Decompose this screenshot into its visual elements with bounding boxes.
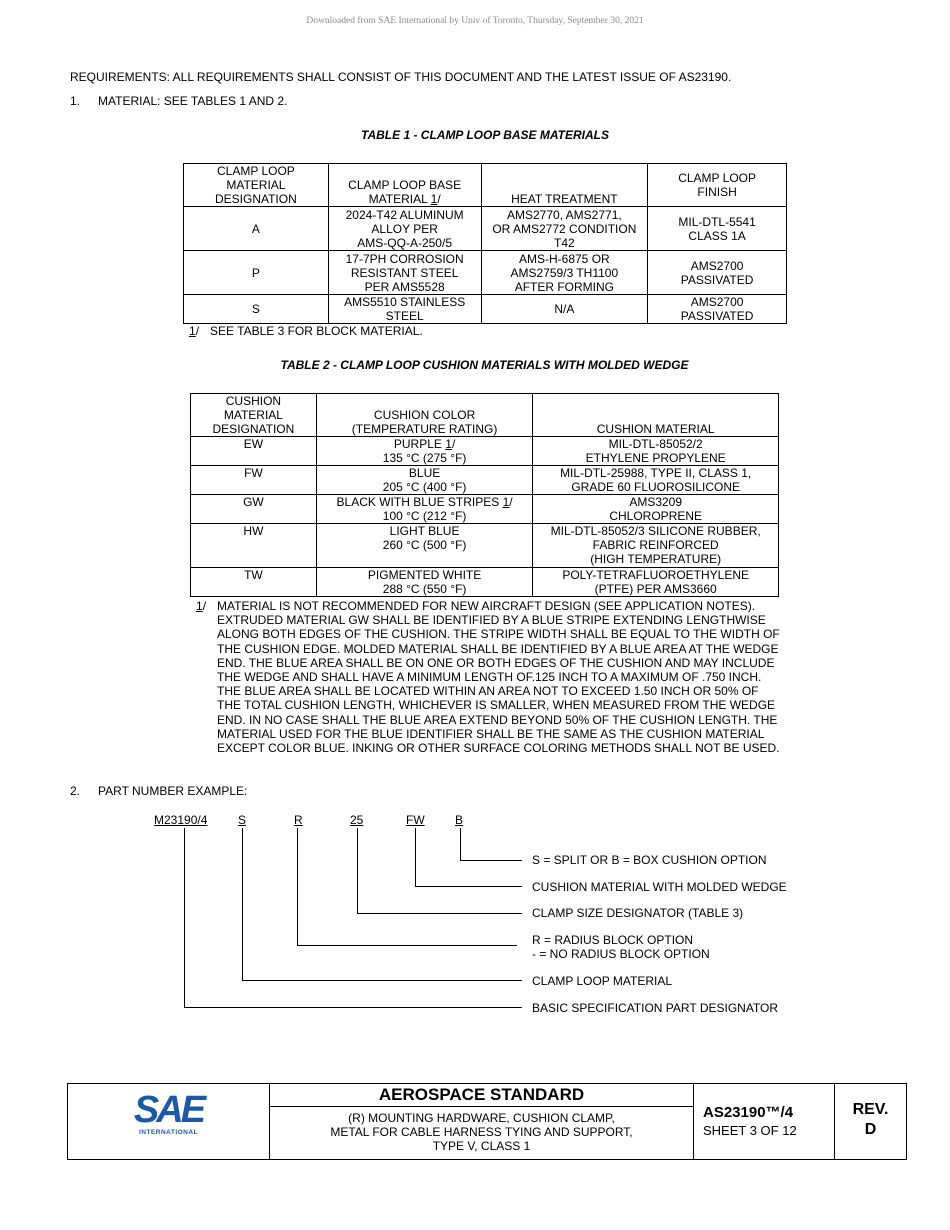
leader-radius-h: [297, 945, 517, 946]
table2-cell: MIL-DTL-85052/2 ETHYLENE PROPYLENE: [533, 437, 779, 466]
pn-material: S: [238, 813, 247, 827]
desc-option: S = SPLIT OR B = BOX CUSHION OPTION: [532, 853, 767, 867]
table1-row: [184, 295, 787, 324]
table2-header: CUSHION MATERIAL DESIGNATION: [191, 394, 317, 437]
table2-cell: BLUE 205 °C (400 °F): [316, 466, 533, 495]
desc-size: CLAMP SIZE DESIGNATOR (TABLE 3): [532, 906, 744, 920]
table1-cell: AMS2770, AMS2771, OR AMS2772 CONDITION T42: [481, 207, 648, 251]
table2-cell: AMS3209 CHLOROPRENE: [533, 495, 779, 524]
table1-caption: TABLE 1 - CLAMP LOOP BASE MATERIALS: [361, 128, 609, 142]
table2-cell: HW: [191, 524, 317, 568]
pn-cushion: FW: [406, 813, 425, 827]
table1-row: [184, 251, 787, 295]
table1-cell: 2024-T42 ALUMINUM ALLOY PER AMS-QQ-A-250/5: [328, 207, 481, 251]
table1-header-row: [184, 164, 787, 207]
table1-cell: A: [184, 207, 329, 251]
table1-cell: P: [184, 251, 329, 295]
leader-basic-h: [184, 1007, 522, 1008]
table1-cell: AMS-H-6875 OR AMS2759/3 TH1100 AFTER FORMING: [481, 251, 648, 295]
document-title: (R) MOUNTING HARDWARE, CUSHION CLAMP, METAL FOR CABLE HARNESS TYING AND SUPPORT, TYPE V, CLASS 1: [330, 1111, 633, 1153]
table1: [183, 163, 787, 324]
table2-footnote-mark: 1/: [196, 599, 207, 613]
sheet-number: SHEET 3 OF 12: [703, 1123, 797, 1138]
table2-cell: GW: [191, 495, 317, 524]
item2-text: PART NUMBER EXAMPLE:: [98, 784, 248, 798]
title-cell: [270, 1084, 694, 1159]
item1-number: 1.: [70, 94, 81, 108]
table2-cell: PURPLE 1/ 135 °C (275 °F): [316, 437, 533, 466]
leader-basic-v: [184, 828, 185, 1007]
leader-size-v: [357, 828, 358, 913]
table1-cell: MIL-DTL-5541 CLASS 1A: [648, 207, 787, 251]
pn-radius: R: [294, 813, 303, 827]
logo-cell: [68, 1084, 270, 1159]
table2-header: CUSHION MATERIAL: [533, 394, 779, 437]
leader-material-v: [242, 828, 243, 980]
table1-header: CLAMP LOOP BASE MATERIAL 1/: [328, 164, 481, 207]
table2-row: [191, 568, 779, 597]
table1-cell: N/A: [481, 295, 648, 324]
leader-option-v: [460, 828, 461, 860]
table2: [190, 393, 779, 597]
desc-cushion: CUSHION MATERIAL WITH MOLDED WEDGE: [532, 880, 787, 894]
table2-row: [191, 524, 779, 568]
download-watermark: Downloaded from SAE International by Univ of Toronto, Thursday, September 30, 2021: [306, 16, 644, 26]
table1-cell: AMS2700 PASSIVATED: [648, 295, 787, 324]
table2-cell: FW: [191, 466, 317, 495]
table1-footnote-mark: 1/: [189, 324, 200, 338]
table2-row: [191, 466, 779, 495]
table2-caption: TABLE 2 - CLAMP LOOP CUSHION MATERIALS WITH MOLDED WEDGE: [280, 358, 689, 372]
item2-number: 2.: [70, 784, 81, 798]
leader-material-h: [242, 980, 522, 981]
standard-title: AEROSPACE STANDARD: [270, 1084, 693, 1107]
table1-header: CLAMP LOOP MATERIAL DESIGNATION: [184, 164, 329, 207]
desc-radius: R = RADIUS BLOCK OPTION - = NO RADIUS BLOCK OPTION: [532, 933, 710, 961]
table2-cell: MIL-DTL-25988, TYPE II, CLASS 1, GRADE 60 FLUOROSILICONE: [533, 466, 779, 495]
rev-label: REV.: [852, 1101, 889, 1118]
rev-cell: [835, 1084, 906, 1159]
table1-cell: AMS5510 STAINLESS STEEL: [328, 295, 481, 324]
table2-header: CUSHION COLOR (TEMPERATURE RATING): [316, 394, 533, 437]
table2-header-row: [191, 394, 779, 437]
table2-cell: EW: [191, 437, 317, 466]
requirements-text: REQUIREMENTS: ALL REQUIREMENTS SHALL CONSIST OF THIS DOCUMENT AND THE LATEST ISSUE OF AS23190.: [70, 70, 732, 84]
pn-option: B: [455, 813, 464, 827]
pn-size: 25: [350, 813, 364, 827]
table2-cell: LIGHT BLUE 260 °C (500 °F): [316, 524, 533, 568]
table1-footnote: SEE TABLE 3 FOR BLOCK MATERIAL.: [210, 324, 423, 338]
sae-logo: SAE: [133, 1089, 204, 1131]
pn-basic: M23190/4: [154, 813, 208, 827]
item1-text: MATERIAL: SEE TABLES 1 AND 2.: [98, 94, 288, 108]
table1-cell: 17-7PH CORROSION RESISTANT STEEL PER AMS5528: [328, 251, 481, 295]
desc-basic: BASIC SPECIFICATION PART DESIGNATOR: [532, 1001, 779, 1015]
leader-cushion-v: [415, 828, 416, 886]
table2-cell: PIGMENTED WHITE 288 °C (550 °F): [316, 568, 533, 597]
table1-header: HEAT TREATMENT: [481, 164, 648, 207]
table1-header: CLAMP LOOP FINISH: [648, 164, 787, 207]
table2-cell: POLY-TETRAFLUOROETHYLENE (PTFE) PER AMS3660: [533, 568, 779, 597]
table2-row: [191, 437, 779, 466]
table2-cell: MIL-DTL-85052/3 SILICONE RUBBER, FABRIC REINFORCED (HIGH TEMPERATURE): [533, 524, 779, 568]
docnum-cell: [694, 1084, 835, 1159]
table1-cell: AMS2700 PASSIVATED: [648, 251, 787, 295]
title-block: [67, 1083, 907, 1160]
table2-row: [191, 495, 779, 524]
table1-row: [184, 207, 787, 251]
table2-cell: TW: [191, 568, 317, 597]
leader-radius-v: [297, 828, 298, 945]
table2-cell: BLACK WITH BLUE STRIPES 1/ 100 °C (212 °F): [316, 495, 533, 524]
desc-material: CLAMP LOOP MATERIAL: [532, 974, 673, 988]
leader-cushion-h: [415, 886, 522, 887]
rev-value: D: [864, 1121, 877, 1138]
leader-size-h: [357, 913, 522, 914]
document-number: AS23190™/4: [703, 1104, 794, 1121]
table2-footnote: MATERIAL IS NOT RECOMMENDED FOR NEW AIRCRAFT DESIGN (SEE APPLICATION NOTES). EXTRUDED MATERIAL GW SHALL BE IDENTIFIED BY A BLUE STRIPE EXTENDING LENGTHWISE ALONG BOTH EDGES OF THE CUSHION. THE STRIPE WIDTH SHALL BE EQUAL TO THE WIDTH OF THE CUSHION EDGE. MOLDED MATERIAL SHALL BE IDENTIFIED BY A BLUE AREA AT THE WEDGE END. THE BLUE AREA SHALL BE ON ONE OR BOTH EDGES OF THE CUSHION AND MAY INCLUDE THE WEDGE AND SHALL HAVE A MINIMUM LENGTH OF.125 INCH TO A MAXIMUM OF .750 INCH. THE BLUE AREA SHALL BE LOCATED WITHIN AN AREA NOT TO EXCEED 1.50 INCH OR 50% OF THE TOTAL CUSHION LENGTH, WHICHEVER IS SMALLER, WHEN MEASURED FROM THE WEDGE END. IN NO CASE SHALL THE BLUE AREA EXTEND BEYOND 50% OF THE CUSHION LENGTH. THE MATERIAL USED FOR THE BLUE IDENTIFIER SHALL BE THE SAME AS THE CUSHION MATERIAL EXCEPT COLOR BLUE. INKING OR OTHER SURFACE COLORING METHODS SHALL NOT BE USED.: [217, 599, 780, 756]
table1-cell: S: [184, 295, 329, 324]
leader-option-h: [460, 860, 522, 861]
sae-logo-subtext: INTERNATIONAL: [138, 1129, 199, 1136]
